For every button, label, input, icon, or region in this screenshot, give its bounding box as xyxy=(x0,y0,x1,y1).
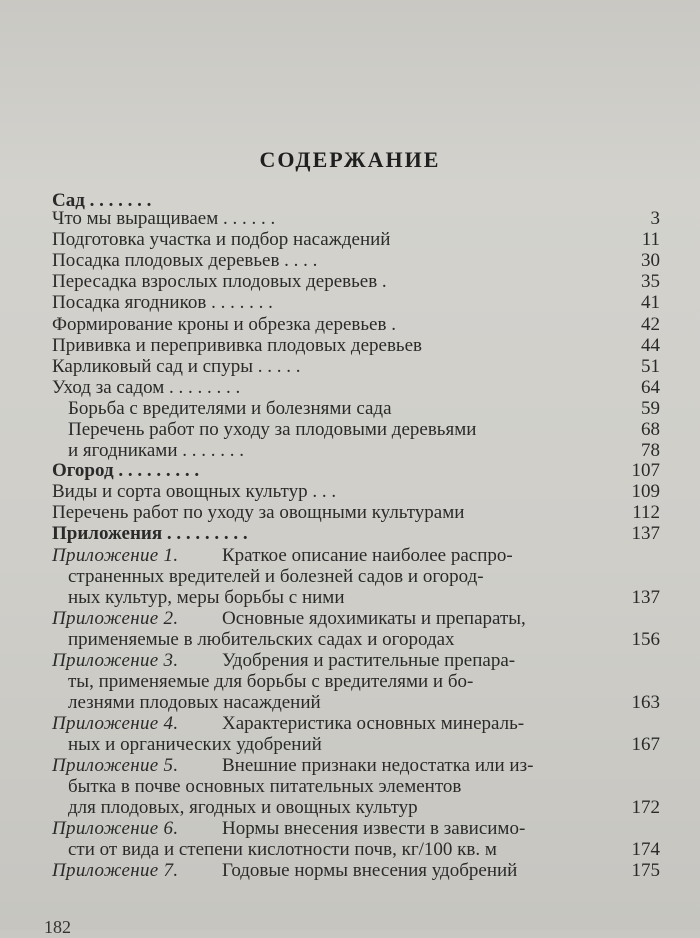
appendix-text: бытка в почве основных питательных элементов xyxy=(68,776,462,797)
toc-entry-page: 59 xyxy=(641,398,660,419)
appendix-text: Удобрения и растительные препара- xyxy=(222,650,516,671)
toc-entry-page: 30 xyxy=(641,250,660,271)
appendix-label: Приложение 6. xyxy=(52,818,179,839)
appendix-page: 172 xyxy=(631,797,660,818)
appendix-text: Характеристика основных минераль- xyxy=(222,713,525,734)
toc-entry-title: Посадка ягодников . . . . . . . xyxy=(52,292,273,313)
toc-entry-page: 11 xyxy=(641,229,660,250)
toc-entry-title: Перечень работ по уходу за овощными культурами xyxy=(52,502,465,523)
toc-entry-title: Виды и сорта овощных культур . . . xyxy=(52,481,337,502)
toc-entry-title: Посадка плодовых деревьев . . . . xyxy=(52,250,318,271)
appendix-label: Приложение 4. xyxy=(52,713,179,734)
appendix-text: для плодовых, ягодных и овощных культур xyxy=(68,797,418,818)
appendix-text: ных культур, меры борьбы с ними xyxy=(68,587,345,608)
appendix-label: Приложение 3. xyxy=(52,650,179,671)
toc-entry-title: Уход за садом . . . . . . . . xyxy=(52,377,241,398)
appendix-page: 137 xyxy=(631,587,660,608)
toc-entry-page: 35 xyxy=(641,271,660,292)
appendix-page: 175 xyxy=(631,860,660,881)
appendix-page: 156 xyxy=(631,629,660,650)
toc-entry-title: Формирование кроны и обрезка деревьев . xyxy=(52,314,396,335)
appendix-page: 163 xyxy=(631,692,660,713)
toc-entry-page: 137 xyxy=(631,523,660,544)
page-title: СОДЕРЖАНИЕ xyxy=(259,147,441,172)
appendix-label: Приложение 1. xyxy=(52,545,179,566)
toc-entry-page: 64 xyxy=(641,377,660,398)
toc-entry-page: 42 xyxy=(641,314,660,335)
page-number-fragment: 182 xyxy=(44,917,71,937)
toc-entry-title: и ягодниками . . . . . . . xyxy=(68,440,245,461)
appendix-page: 174 xyxy=(631,839,660,860)
appendix-text: ты, применяемые для борьбы с вредителями и бо- xyxy=(68,671,474,692)
appendix-label: Приложение 7. xyxy=(52,860,179,881)
toc-entry-page: 41 xyxy=(641,292,660,313)
appendix-text: страненных вредителей и болезней садов и огород- xyxy=(68,566,484,587)
appendix-text: лезнями плодовых насаждений xyxy=(68,692,321,713)
appendix-text: Краткое описание наиболее распро- xyxy=(222,545,513,566)
toc-entry-page: 68 xyxy=(641,419,660,440)
toc-entry-page: 109 xyxy=(631,481,660,502)
appendix-page: 167 xyxy=(631,734,660,755)
appendix-text: применяемые в любительских садах и огородах xyxy=(68,629,455,650)
appendix-label: Приложение 5. xyxy=(52,755,179,776)
toc-entry-title: Карликовый сад и спуры . . . . . xyxy=(52,356,301,377)
toc-entry-title: Что мы выращиваем . . . . . . xyxy=(52,208,276,229)
toc-entry-title: Пересадка взрослых плодовых деревьев . xyxy=(52,271,387,292)
toc-entry-page: 51 xyxy=(641,356,660,377)
toc-entry-page: 107 xyxy=(631,460,660,481)
appendix-text: Годовые нормы внесения удобрений xyxy=(222,860,518,881)
appendix-text: сти от вида и степени кислотности почв, кг/100 кв. м xyxy=(68,839,497,860)
toc-entry-page: 112 xyxy=(632,502,660,523)
toc-entry-title: Сад . . . . . . . xyxy=(52,190,152,211)
appendix-text: Нормы внесения извести в зависимо- xyxy=(222,818,526,839)
toc-entry-title: Огород . . . . . . . . . xyxy=(52,460,200,481)
toc-entry-title: Подготовка участка и подбор насаждений xyxy=(52,229,391,250)
toc-entry-title: Перечень работ по уходу за плодовыми деревьями xyxy=(68,419,477,440)
toc-entry-title: Борьба с вредителями и болезнями сада xyxy=(68,398,392,419)
toc-entry-page: 44 xyxy=(641,335,660,356)
appendix-text: ных и органических удобрений xyxy=(68,734,322,755)
toc-entry-page: 3 xyxy=(650,208,660,229)
appendix-text: Основные ядохимикаты и препараты, xyxy=(222,608,526,629)
appendix-label: Приложение 2. xyxy=(52,608,179,629)
toc-entry-page: 78 xyxy=(641,440,660,461)
toc-entry-title: Приложения . . . . . . . . . xyxy=(52,523,248,544)
appendix-text: Внешние признаки недостатка или из- xyxy=(222,755,534,776)
toc-entry-title: Прививка и перепрививка плодовых деревьев xyxy=(52,335,422,356)
